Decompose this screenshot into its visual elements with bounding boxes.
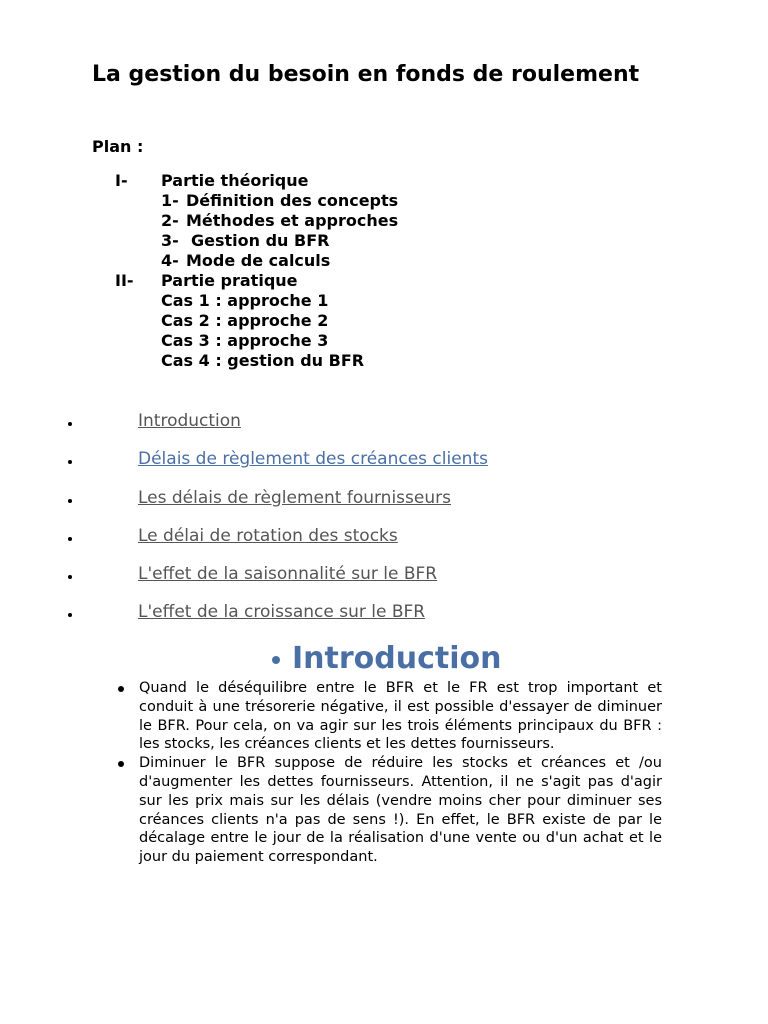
outline-item <box>0 311 768 331</box>
toc-link-delais-fournisseurs[interactable]: Les délais de règlement fournisseurs <box>138 487 451 508</box>
outline-item <box>0 291 768 311</box>
plan-outline <box>0 171 768 371</box>
bullet-icon <box>68 537 72 541</box>
outline-item-text: Gestion du BFR <box>191 231 330 250</box>
outline-item <box>0 251 768 271</box>
bullet-icon <box>68 613 72 617</box>
outline-item-text: Partie théorique <box>161 171 309 190</box>
outline-item-text: Cas 2 : approche 2 <box>161 311 329 330</box>
bullet-icon <box>118 761 124 767</box>
bullet-icon <box>68 422 72 426</box>
bullet-icon <box>68 499 72 503</box>
outline-roman-numeral: II- <box>115 271 134 290</box>
outline-item-text: Mode de calculs <box>186 251 331 270</box>
outline-item <box>0 191 768 211</box>
toc-link-introduction[interactable]: Introduction <box>138 411 241 431</box>
bullet-icon <box>68 460 72 464</box>
paragraph: Diminuer le BFR suppose de réduire les stocks et créances et /ou d'augmenter les dettes fournisseurs. Attention, il ne s'agit pas d'agir sur les prix mais sur les délais (vendre moins cher pour diminuer ses créances clients n'a pas de sens !). En effet, le BFR existe de par le décalage entre le jour de la réalisation d'une vente ou d'un achat et le jour du paiement correspondant. <box>139 755 662 866</box>
introduction-body <box>139 679 662 867</box>
table-of-contents <box>0 406 768 636</box>
toc-item <box>0 406 768 444</box>
outline-item <box>0 271 768 291</box>
outline-item-text: Partie pratique <box>161 271 298 290</box>
paragraph: Quand le déséquilibre entre le BFR et le FR est trop important et conduit à une trésorerie négative, il est possible d'essayer de diminuer le BFR. Pour cela, on va agir sur les trois éléments principaux du BFR : les stocks, les créances clients et les dettes fournisseurs. <box>139 680 662 753</box>
toc-link-rotation-stocks[interactable]: Le délai de rotation des stocks <box>138 525 398 546</box>
outline-item <box>0 331 768 351</box>
outline-item-number: 4- <box>161 251 179 270</box>
list-item <box>139 754 662 867</box>
toc-item <box>0 483 768 521</box>
outline-item <box>0 231 768 251</box>
outline-roman-numeral: I- <box>115 171 128 190</box>
outline-item-number: 3- <box>161 231 179 250</box>
outline-item-number: 2- <box>161 211 179 230</box>
outline-item-text: Méthodes et approches <box>186 211 399 230</box>
outline-item-text: Cas 3 : approche 3 <box>161 331 329 350</box>
toc-link-saisonnalite[interactable]: L'effet de la saisonnalité sur le BFR <box>138 564 438 585</box>
section-heading-text: Introduction <box>292 641 502 676</box>
bullet-icon <box>68 575 72 579</box>
plan-label: Plan : <box>92 137 144 156</box>
document-title: La gestion du besoin en fonds de roulement <box>92 62 640 87</box>
bullet-icon <box>118 686 124 692</box>
outline-item-text: Définition des concepts <box>186 191 399 210</box>
outline-item <box>0 351 768 371</box>
outline-item-number: 1- <box>161 191 179 210</box>
list-item <box>139 679 662 754</box>
toc-link-croissance[interactable]: L'effet de la croissance sur le BFR <box>138 602 426 623</box>
toc-link-delais-creances-clients[interactable]: Délais de règlement des créances clients <box>138 449 488 470</box>
outline-item <box>0 211 768 231</box>
outline-item-text: Cas 1 : approche 1 <box>161 291 329 310</box>
outline-item-text: Cas 4 : gestion du BFR <box>161 351 365 370</box>
toc-item <box>0 597 768 635</box>
outline-item <box>0 171 768 191</box>
toc-item <box>0 444 768 482</box>
toc-item <box>0 559 768 597</box>
toc-item <box>0 521 768 559</box>
section-heading-introduction <box>268 640 501 678</box>
